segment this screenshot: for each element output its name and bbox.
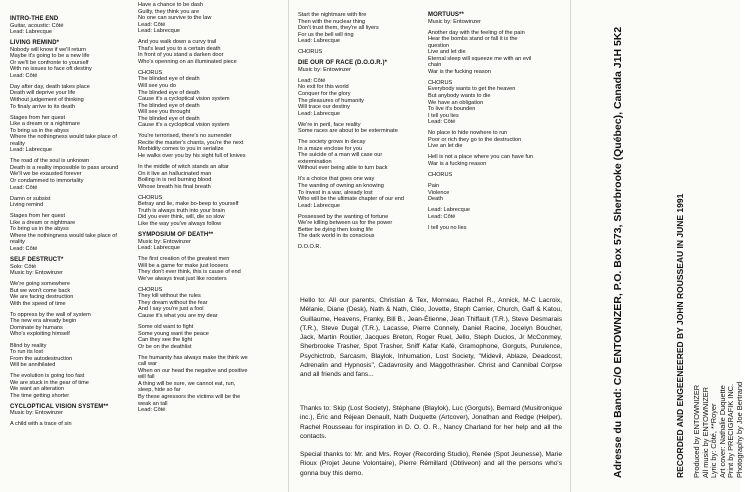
lyrics-block xyxy=(10,421,128,428)
lyric-line: Betray and lie, make bo-beep to yourself xyxy=(138,201,239,208)
production-credits xyxy=(693,382,745,478)
lyrics-block xyxy=(10,196,128,209)
lyrics-block xyxy=(138,256,266,282)
lyric-line: Live an let die xyxy=(428,143,463,150)
lyric-line: Dominate by humans xyxy=(10,324,63,331)
lyric-line: No place to hide nowhere to run xyxy=(428,130,508,137)
lyric-line: He walks over you by his sight full of knives xyxy=(138,152,246,159)
lyric-line: The wanting of owning an knowing xyxy=(298,183,384,190)
lyric-line: I tell you no lies xyxy=(428,224,467,231)
lyric-line: To finaly arrive to its death xyxy=(10,103,75,110)
lyric-line: But anybody wants to die xyxy=(428,93,491,100)
lyric-line: Music by: Entowinzer xyxy=(298,66,351,73)
lyric-line: reality xyxy=(10,239,25,246)
lyric-line: Lead: Labrecque xyxy=(10,29,52,36)
lyric-line: Lead: Côté xyxy=(428,213,456,220)
lyric-line: The road of the soul is unknown xyxy=(10,158,90,165)
lyric-line: Like a dream or nightmare xyxy=(10,219,76,226)
lyric-line: In a maze enclose for you xyxy=(298,145,363,152)
lyrics-block xyxy=(138,2,266,35)
lyric-line: From the autodestruction xyxy=(10,355,73,362)
lyric-line: Guitar, acoustic: Côté xyxy=(10,22,64,29)
lyrics-block xyxy=(10,373,128,399)
lyric-line: Lead: Côté xyxy=(138,21,166,28)
lyrics-block xyxy=(138,287,266,320)
credit-line: Photography by Joe Bertrand xyxy=(734,381,744,478)
lyric-line: Boiling in is red burning blood xyxy=(138,177,212,184)
lyrics-block xyxy=(428,12,548,25)
lyrics-block xyxy=(298,78,416,117)
lyric-line: Some young want the peace xyxy=(138,330,209,337)
lyric-line: will fall xyxy=(138,374,155,381)
lyric-line: And I say you're just a fool xyxy=(138,306,204,313)
lyrics-block xyxy=(10,281,128,307)
lyric-line: In front of you stand a darken door xyxy=(138,52,224,59)
lyrics-block xyxy=(10,84,128,110)
lyric-line: Or condammed to immortality xyxy=(10,178,84,185)
lyric-line: They dream without the fear xyxy=(138,299,208,306)
lyric-line: To bring us in the abyss xyxy=(10,226,69,233)
lyric-line: Have a chance to be dash xyxy=(138,2,203,8)
lyric-line: CHORUS xyxy=(428,79,453,86)
lyric-line: We'll we be exausted forever xyxy=(10,171,82,178)
lyrics-block xyxy=(138,324,266,350)
lyric-line: Violence xyxy=(428,189,450,196)
lyric-line: Who will be the ultimate chapter of our end xyxy=(298,196,405,203)
lyric-line: The time getting shorter xyxy=(10,392,70,399)
hello-to-text: Hello to: All our parents, Christian & Tex, Morneau, Rachel R., Annick, M-C Lacroix, Mélanie, Diane (Desk), Nath & Nath, Cléo, Jovette, Steph Carrier, Church, Gaff & Katou, Guillaume, Heavens, Franky, Bill B., Jean-Étienne, Jean Thiffault (T.R.), Steve Desmarais (T.R.), Steve Dugal (T.R.), Lacasse, Pierre Connely, Daniel Racine, Jocelyn Boucher, Jack, Martin Routier, Jacques Breton, Roger Ruel, Jello, Steph Duclos, Jr McConmey, Sherbrooke Trasher, Spot Trasher, Sniff Kafar Kafé, Gramophone, Gorguts, Purulence, Psychictrob, Sarcasm, Blaylok, Inhumation, Lost Society, "Midevil, Ablaze, Deadcost, Adrenalin and Hypnosis", Cadavrosity and Maggothrasher. Christ and Cannibal Corpse and all friends and fans... xyxy=(300,297,562,379)
lyric-line: The blinded eye of death xyxy=(138,76,200,83)
lyrics-block xyxy=(298,122,416,135)
lyric-line: War is the fucking reason xyxy=(428,68,491,75)
lyric-line: reality xyxy=(10,140,25,147)
lyric-line: To live it's bounden xyxy=(428,106,476,113)
lyric-line: We're going somewhere xyxy=(10,281,71,288)
lyrics-block xyxy=(428,172,548,179)
lyric-line: No exit for this world xyxy=(298,84,349,91)
lyric-line: Start the nightmare with fire xyxy=(298,12,367,18)
lyrics-column-1 xyxy=(10,16,128,488)
lyric-line: The humanity has always make the think we xyxy=(138,354,248,361)
song-title: SYMPOSIUM OF DEATH** xyxy=(138,231,214,238)
recording-credit: RECORDED AND ENGEENEERED BY JOHN ROUSSEAU IN JUNE 1991 xyxy=(675,193,685,478)
lyrics-block xyxy=(428,225,548,232)
lyric-line: For us the bell will ring xyxy=(298,31,354,38)
lyric-line: Guilty, they think you are xyxy=(138,8,200,15)
lyrics-block xyxy=(138,232,266,252)
credit-line: Art cover: Nathalie Duquette xyxy=(717,385,727,478)
lyric-line: Will see you do xyxy=(138,83,176,90)
lyric-line: Another day with the feeling of the pain xyxy=(428,29,525,36)
lyric-line: Eternal sleep will squeeze me with an evil xyxy=(428,55,532,62)
lyric-line: Everybody wants to get the heaven xyxy=(428,86,516,93)
lyric-line: The pleasures of humanity xyxy=(298,97,364,104)
lyric-line: Where the nothingness would take place of xyxy=(10,232,117,239)
lyric-line: Some races are about to be exterminate xyxy=(298,128,398,135)
credit-line: Produced by ENTOWNIZER xyxy=(692,384,701,478)
lyric-line: Blind by reality xyxy=(10,342,47,349)
lyrics-block xyxy=(138,355,266,414)
lyric-line: We have an obligation xyxy=(428,99,484,106)
lyric-line: The blinded eye of death xyxy=(138,89,200,96)
lyric-line: Solo: Côté xyxy=(10,263,37,270)
song-title: INTRO-THE END xyxy=(10,16,59,22)
lyrics-block xyxy=(10,16,128,36)
lyric-line: The new era already begin xyxy=(10,318,77,325)
lyrics-block xyxy=(428,80,548,126)
credit-line: Lyric by: Côté, **Royer xyxy=(709,403,719,478)
lyric-line: Death xyxy=(428,196,443,203)
lyric-line: To run its lost xyxy=(10,349,43,356)
song-title: SELF DESTRUCT* xyxy=(10,257,64,263)
lyric-line: sleep, hide so far xyxy=(138,387,181,394)
lyric-line: But we won't come back xyxy=(10,287,71,294)
lyric-line: Who's openning on an illuminated piece xyxy=(138,58,237,65)
lyric-line: Lead: Labrecque xyxy=(138,28,180,35)
lyric-line: Where the nothingness would take place of xyxy=(10,134,117,141)
lyric-line: Truth is always truth into your brain xyxy=(138,207,225,214)
lyrics-block xyxy=(138,39,266,65)
lyric-line: The first creation of the greatest men xyxy=(138,256,230,263)
band-address: Adresse du Band: C/O ENTOWNZER, P.O. Box 573, Sherbrooke (Québec), Canada J1H 5K2 xyxy=(612,26,624,478)
credit-line: All music by ENTOWNIZER xyxy=(700,386,710,478)
lyric-line: CHORUS xyxy=(138,69,163,76)
special-thanks-text: Special thanks to: Mr. and Mrs. Royer (Recording Studio), Renée (Spot Jeunesse), Marie Rioux (Projet Jeune Volontaire), Pierre Rémillard (Obliveon) and all the persons who's gonna buy this demo. xyxy=(300,451,562,477)
lyric-line: Lead: Labrecque xyxy=(138,245,180,252)
lyric-line: Some old want to fight xyxy=(138,324,194,331)
lyrics-block xyxy=(10,343,128,369)
lyric-line: We've always treat just like roosters xyxy=(138,275,227,282)
lyric-line: Cause it's what you are my dear xyxy=(138,312,218,319)
lyric-line: To invest in a war, already lost xyxy=(298,189,373,196)
lyric-line: It's a choice that goes one way xyxy=(298,176,375,183)
lyrics-block xyxy=(428,154,548,167)
lyric-line: Stages from her quest xyxy=(10,114,66,121)
lyric-line: Will see you throught xyxy=(138,109,191,116)
lyrics-block xyxy=(10,312,128,338)
lyric-line: Better be dying then losing life xyxy=(298,226,373,233)
lyric-line: Live and let die xyxy=(428,49,466,56)
song-title: LIVING REMIND* xyxy=(10,40,60,47)
lyric-line: weak an tall xyxy=(138,400,168,407)
lyrics-block xyxy=(10,404,128,417)
lyrics-block xyxy=(138,195,266,228)
lyric-line: Lead: Labrecque xyxy=(428,207,470,214)
lyric-line: We're killing between us for the power xyxy=(298,220,393,227)
lyric-line: Did you ever think, will, die so slow xyxy=(138,214,225,221)
lyric-line: Maybe it's going to be a new life xyxy=(10,53,90,60)
lyric-line: Hear the bombs stand or fall it is the xyxy=(428,36,518,43)
lyric-line: I tell you lies xyxy=(428,112,459,119)
lyrics-block xyxy=(428,207,548,220)
lyric-line: Or be on the deathlist xyxy=(138,343,192,350)
lyric-line: Stages from her quest xyxy=(10,213,66,220)
lyrics-block xyxy=(428,183,548,203)
lyric-line: CHORUS xyxy=(428,171,453,178)
lyric-line: Music by: Entowinzer xyxy=(10,410,63,417)
credit-line: Print by PRECIGRAFIK INC. xyxy=(726,383,736,478)
lyric-line: Will trace our destiny xyxy=(298,104,350,111)
lyrics-block xyxy=(298,60,416,73)
lyrics-column-4 xyxy=(428,12,548,312)
lyric-line: Possessed by the wanting of fortune xyxy=(298,213,389,220)
song-title: DIE OUR OF RACE (D.O.O.R.)* xyxy=(298,60,388,67)
lyric-line: Music by: Entowinzer xyxy=(428,18,481,25)
thanks-to-text: Thanks to: Skip (Lost Society), Stéphane (Blaylok), Luc (Gorguts), Bernard (Musitronique inc.), Éric and Réjean Denault, Nath Duquette (Artcover), Jonathan and Redge (Helper), Rachel Rousseau for inspiration in D. O. O. R., Nancy Charland for her help and all the contacts. xyxy=(300,405,562,440)
lyrics-block xyxy=(298,244,416,251)
lyric-line: CHORUS xyxy=(138,286,163,293)
fold-line xyxy=(570,0,571,492)
lyric-line: Pain xyxy=(428,183,440,190)
lyric-line: question xyxy=(428,42,450,49)
lyric-line: Cause it's a cycloptical vision system xyxy=(138,96,230,103)
lyric-line: chain xyxy=(428,62,442,69)
lyric-line: CHORUS xyxy=(298,49,323,56)
lyric-line: The dark world in its conscious xyxy=(298,233,375,240)
lyric-line: The blinded eye of death xyxy=(138,115,200,122)
lyric-line: We're in peril, face reality xyxy=(298,121,361,128)
lyric-line: And you walk down a curvy trail xyxy=(138,39,217,46)
lyric-line: Living remind xyxy=(10,202,44,209)
lyric-line: Whose breath his final breath xyxy=(138,183,211,190)
lyrics-block xyxy=(138,164,266,190)
lyric-line: Nobody will know if we'll return xyxy=(10,46,86,53)
lyric-line: Lead: Côté xyxy=(298,77,326,84)
lyric-line: On it live an hallucinated man xyxy=(138,170,212,177)
lyric-line: CHORUS xyxy=(138,194,163,201)
lyric-line: Like the way you've always follow xyxy=(138,220,222,227)
lyric-line: They kill without the rules xyxy=(138,293,201,300)
lyric-line: Music by: Entowinzer xyxy=(138,238,191,245)
lyric-line: Death is a reality impossible to pass around xyxy=(10,164,119,171)
lyric-line: call war xyxy=(138,361,157,368)
lyrics-block xyxy=(138,133,266,159)
lyric-line: Can they see the light xyxy=(138,337,193,344)
lyrics-block xyxy=(10,115,128,154)
lyric-line: extermination xyxy=(298,158,332,165)
lyrics-block xyxy=(298,176,416,209)
lyric-line: Music by: Entowinzer xyxy=(10,270,63,277)
lyric-line: Lead: Côté xyxy=(428,119,456,126)
lyric-line: A thing will be sure, we cannot eat, run, xyxy=(138,380,236,387)
lyric-line: Like a dream or a nightmare xyxy=(10,121,80,128)
lyric-line: Conquer for the glory xyxy=(298,90,351,97)
lyrics-block xyxy=(10,257,128,277)
lyric-line: We want an alteration xyxy=(10,386,65,393)
lyrics-block xyxy=(428,30,548,76)
lyric-line: Lead: Côté xyxy=(10,184,38,191)
lyrics-block xyxy=(10,213,128,252)
lyric-line: Will be a game for make just loosers xyxy=(138,262,229,269)
lyric-line: Poor or rich they go to the destruction xyxy=(428,136,522,143)
lyrics-block xyxy=(298,139,416,172)
lyric-line: Will be annihilated xyxy=(10,362,56,369)
song-title: CYCLOPTICAL VISION SYSTEM** xyxy=(10,403,109,410)
lyrics-block xyxy=(428,130,548,150)
lyric-line: We are facing destruction xyxy=(10,294,74,301)
lyric-line: Lead: Côté xyxy=(10,72,38,79)
lyric-line: By these agressors the victims will be the xyxy=(138,393,241,400)
lyric-line: Without ever being able to turn back xyxy=(298,165,388,172)
lyric-line: With no issues to face oft destiny xyxy=(10,66,92,73)
lyric-line: To oppress by the wall of system xyxy=(10,311,91,318)
lyrics-block xyxy=(10,40,128,79)
lyric-line: The evolution is going too fast xyxy=(10,373,85,380)
fold-line xyxy=(288,0,289,492)
lyric-line: Who's exploiting himself xyxy=(10,331,70,338)
lyric-line: That's lead you to a certain death xyxy=(138,45,221,52)
lyric-line: Without judgement of thinking xyxy=(10,97,84,104)
lyrics-block xyxy=(298,214,416,240)
lyric-line: Day after day, death takes place xyxy=(10,83,90,90)
lyric-line: Lead: Côté xyxy=(138,407,166,414)
lyric-line: Cause it's a cycloptical vision system xyxy=(138,122,230,129)
lyric-line: Don't trust them, they're all liyers xyxy=(298,25,379,32)
lyric-line: No one can survive to the law xyxy=(138,15,212,22)
lyrics-block xyxy=(298,49,416,56)
lyric-line: War is a fucking reason xyxy=(428,160,487,167)
lyrics-column-2 xyxy=(138,2,266,490)
lyric-line: A child with a trace of sin xyxy=(10,421,72,428)
lyric-line: Lead: Côté xyxy=(10,245,38,252)
lyrics-block xyxy=(138,70,266,129)
lyric-line: The society grows in decay xyxy=(298,139,366,146)
lyric-line: Lead: Labrecque xyxy=(298,110,340,117)
lyric-line: To bring us in the abyss xyxy=(10,127,69,134)
lyric-line: Lead: Labrecque xyxy=(298,38,340,45)
lyric-line: With the speed of time xyxy=(10,300,66,307)
lyric-line: Death will deprive your life xyxy=(10,90,76,97)
lyrics-block xyxy=(298,12,416,45)
lyric-line: Recite the master's chants, you're the next xyxy=(138,139,244,146)
lyric-line: Or we'll be confronte to yourself xyxy=(10,59,89,66)
lyric-line: When on our head the negative and positive xyxy=(138,367,248,374)
lyric-line: Lead: Labrecque xyxy=(10,147,52,154)
lyric-line: They don't ever think, this is cause of end xyxy=(138,269,241,276)
lyric-line: We are stuck in the gear of time xyxy=(10,379,89,386)
lyric-line: The suicide of a man will case our xyxy=(298,152,383,159)
lyric-line: In the middle of witch stands an altar xyxy=(138,164,229,171)
lyric-line: Lead: Labrecque xyxy=(298,202,340,209)
song-title: MORTUUS** xyxy=(428,12,464,18)
lyric-line: Then with the nuclear thing xyxy=(298,18,366,25)
lyric-line: The blinded eye of death xyxy=(138,102,200,109)
lyric-line: D.O.O.R. xyxy=(298,244,321,251)
lyrics-column-3 xyxy=(298,12,416,312)
lyric-line: Morbidity comes to you in serialize xyxy=(138,146,224,153)
lyrics-block xyxy=(10,158,128,191)
lyric-line: You're terrorised, there's no surrender xyxy=(138,133,232,140)
lyric-line: Damn or subsist xyxy=(10,195,51,202)
lyric-line: Hell is not a place where you can have fun xyxy=(428,154,534,161)
